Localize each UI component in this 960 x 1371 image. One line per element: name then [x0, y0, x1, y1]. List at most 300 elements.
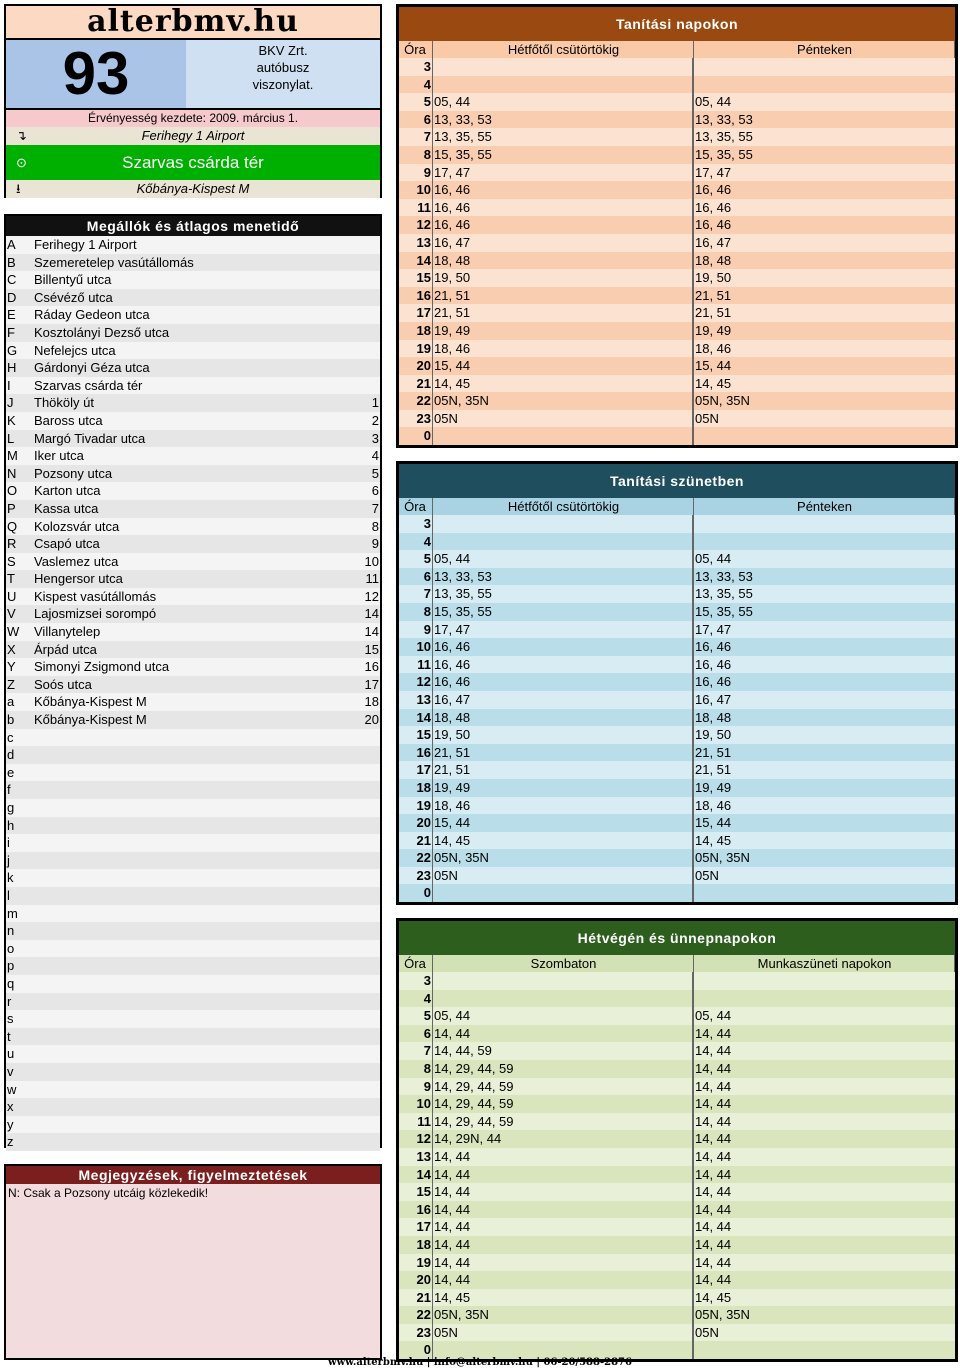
stop-time [340, 817, 380, 835]
timetable-row [399, 656, 955, 674]
stop-time: 3 [371, 430, 379, 446]
hour-cell: 6 [399, 111, 433, 129]
minutes-cell: 15, 44 [695, 815, 732, 831]
timetable-row [399, 1236, 955, 1254]
minutes-cell: 14, 44 [433, 1025, 694, 1043]
timetable-column-header [399, 955, 955, 972]
stop-time [340, 799, 380, 817]
column-label: Pénteken [694, 41, 955, 58]
stop-time: 7 [371, 500, 379, 516]
minutes-cell: 05N [695, 867, 719, 883]
minutes-cell: 16, 46 [433, 673, 694, 691]
minutes-cell: 19, 49 [695, 322, 732, 338]
minutes-cell: 16, 46 [695, 217, 732, 233]
operator-line: BKV Zrt. [258, 43, 308, 58]
stop-row [6, 887, 380, 905]
minutes-cell: 15, 35, 55 [695, 146, 753, 162]
timetable-row [399, 375, 955, 393]
stop-row [6, 605, 380, 623]
minutes-cell: 14, 45 [433, 1289, 694, 1307]
minutes-cell: 16, 47 [433, 234, 694, 252]
column-label: Óra [399, 955, 433, 972]
hour-cell: 4 [399, 533, 433, 551]
minutes-cell: 21, 51 [695, 305, 732, 321]
stop-time [340, 1010, 380, 1028]
stop-letter: o [7, 940, 15, 956]
timetable-row [399, 814, 955, 832]
minutes-cell: 14, 44 [695, 1254, 732, 1270]
stop-name [34, 764, 340, 782]
stop-letter: e [7, 764, 15, 780]
timetable-column-header [399, 41, 955, 58]
minutes-cell [433, 58, 694, 76]
hour-cell: 22 [399, 849, 433, 867]
minutes-cell: 21, 51 [695, 762, 732, 778]
stop-name [34, 834, 340, 852]
stop-row [6, 834, 380, 852]
minutes-cell: 05, 44 [433, 550, 694, 568]
hour-cell: 18 [399, 1236, 433, 1254]
stop-name: Kolozsvár utca [34, 518, 120, 534]
stop-time: 14 [364, 624, 379, 640]
stop-name: Kassa utca [34, 500, 99, 516]
stop-name: Hengersor utca [34, 571, 123, 587]
stop-name: Villanytelep [34, 624, 101, 640]
minutes-cell: 14, 44 [695, 1236, 732, 1252]
minutes-cell: 05, 44 [695, 1008, 732, 1024]
stop-row [6, 465, 380, 483]
stop-time [340, 289, 380, 307]
stop-time: 20 [364, 712, 379, 728]
hour-cell: 20 [399, 814, 433, 832]
timetable-row [399, 322, 955, 340]
stop-row [6, 1081, 380, 1099]
minutes-cell: 17, 47 [695, 621, 732, 637]
stop-letter: L [7, 430, 15, 446]
hour-cell: 7 [399, 128, 433, 146]
column-label: Pénteken [694, 498, 955, 515]
minutes-cell: 19, 49 [695, 779, 732, 795]
stop-row [6, 1028, 380, 1046]
stop-time [340, 1028, 380, 1046]
stop-name: Kőbánya-Kispest M [34, 712, 147, 728]
hour-cell: 4 [399, 76, 433, 94]
stop-letter: N [7, 465, 17, 481]
minutes-cell: 15, 44 [433, 814, 694, 832]
timetable-title: Tanítási szünetben [399, 464, 955, 498]
hour-cell: 19 [399, 340, 433, 358]
stop-time [340, 1098, 380, 1116]
hour-cell: 17 [399, 761, 433, 779]
timetable-row [399, 1254, 955, 1272]
stop-name [34, 799, 340, 817]
down-arrow-icon: ⭳ [16, 181, 21, 196]
minutes-cell: 14, 44 [695, 1078, 732, 1094]
minutes-cell: 19, 50 [433, 269, 694, 287]
hour-cell: 23 [399, 1324, 433, 1342]
stop-row [6, 535, 380, 553]
stop-name: Csapó utca [34, 536, 100, 552]
minutes-cell: 14, 44 [695, 1043, 732, 1059]
stop-letter: p [7, 958, 15, 974]
stop-letter: B [7, 254, 16, 270]
minutes-cell: 14, 44, 59 [433, 1042, 694, 1060]
hour-cell: 23 [399, 867, 433, 885]
stop-row [6, 764, 380, 782]
stop-row [6, 993, 380, 1011]
minutes-cell: 15, 35, 55 [433, 146, 694, 164]
stop-name [34, 746, 340, 764]
stop-row [6, 306, 380, 324]
stop-row [6, 518, 380, 536]
stop-row [6, 781, 380, 799]
stop-letter: M [7, 448, 18, 464]
timetable-row [399, 884, 955, 902]
stop-time [340, 905, 380, 923]
column-label: Óra [399, 498, 433, 515]
timetable-row [399, 849, 955, 867]
minutes-cell: 18, 46 [695, 797, 732, 813]
timetable-row [399, 93, 955, 111]
minutes-cell: 16, 46 [433, 216, 694, 234]
hour-cell: 7 [399, 585, 433, 603]
timetable-row [399, 1218, 955, 1236]
stop-letter: y [7, 1116, 14, 1132]
stop-row [6, 869, 380, 887]
minutes-cell: 14, 44 [433, 1166, 694, 1184]
stop-time [340, 869, 380, 887]
stop-name [34, 1010, 340, 1028]
operator-info [186, 40, 380, 108]
timetable-row [399, 181, 955, 199]
minutes-cell: 14, 44 [695, 1219, 732, 1235]
timetable-row [399, 427, 955, 445]
minutes-cell: 16, 47 [695, 691, 732, 707]
minutes-cell [433, 76, 694, 94]
stop-letter: k [7, 870, 14, 886]
minutes-cell: 05, 44 [433, 93, 694, 111]
stop-row [6, 658, 380, 676]
stop-name: Vaslemez utca [34, 553, 119, 569]
stop-name [34, 1028, 340, 1046]
hour-cell: 8 [399, 603, 433, 621]
timetable-row [399, 1306, 955, 1324]
stop-row [6, 623, 380, 641]
minutes-cell: 15, 35, 55 [433, 603, 694, 621]
column-label: Óra [399, 41, 433, 58]
stop-time: 4 [371, 448, 379, 464]
minutes-cell: 17, 47 [695, 164, 732, 180]
hour-cell: 21 [399, 1289, 433, 1307]
timetable-weekend [396, 918, 958, 1362]
stop-name [34, 869, 340, 887]
minutes-cell: 14, 29, 44, 59 [433, 1078, 694, 1096]
timetable-row [399, 1271, 955, 1289]
minutes-cell: 15, 44 [433, 357, 694, 375]
stop-name [34, 1098, 340, 1116]
stop-time [340, 342, 380, 360]
minutes-cell: 18, 46 [695, 340, 732, 356]
hour-cell: 0 [399, 884, 433, 902]
hour-cell: 10 [399, 1095, 433, 1113]
stop-time [340, 377, 380, 395]
stop-row [6, 254, 380, 272]
stop-letter: X [7, 641, 16, 657]
column-label: Hétfőtől csütörtökig [433, 41, 694, 58]
minutes-cell: 05N [433, 410, 694, 428]
stop-time: 14 [364, 606, 379, 622]
stop-time [340, 975, 380, 993]
minutes-cell: 14, 44 [433, 1236, 694, 1254]
stop-letter: w [7, 1081, 17, 1097]
timetable-row [399, 164, 955, 182]
hour-cell: 17 [399, 304, 433, 322]
stop-name: Thököly út [34, 395, 94, 411]
timetable-school-days [396, 4, 958, 448]
stop-time [340, 729, 380, 747]
stop-name: Soós utca [34, 676, 92, 692]
hour-cell: 15 [399, 269, 433, 287]
timetable-row [399, 128, 955, 146]
stop-letter: n [7, 923, 15, 939]
minutes-cell: 16, 47 [433, 691, 694, 709]
stop-letter: V [7, 606, 16, 622]
minutes-cell [433, 990, 694, 1008]
minutes-cell: 21, 51 [695, 744, 732, 760]
minutes-cell: 13, 35, 55 [433, 585, 694, 603]
minutes-cell: 13, 35, 55 [695, 129, 753, 145]
minutes-cell: 13, 33, 53 [433, 111, 694, 129]
minutes-cell: 14, 44 [433, 1148, 694, 1166]
hour-cell: 10 [399, 638, 433, 656]
minutes-cell: 14, 45 [433, 375, 694, 393]
stop-row [6, 236, 380, 254]
minutes-cell: 14, 44 [433, 1254, 694, 1272]
hour-cell: 12 [399, 1130, 433, 1148]
column-label: Munkaszüneti napokon [694, 955, 955, 972]
hour-cell: 13 [399, 234, 433, 252]
minutes-cell [433, 972, 694, 990]
stop-name: Pozsony utca [34, 465, 113, 481]
stop-letter: H [7, 360, 17, 376]
minutes-cell [694, 76, 955, 94]
timetable-row [399, 1289, 955, 1307]
minutes-cell: 05N, 35N [433, 849, 694, 867]
hour-cell: 16 [399, 744, 433, 762]
stop-letter: D [7, 289, 17, 305]
stop-letter: s [7, 1011, 14, 1027]
hour-cell: 6 [399, 568, 433, 586]
stop-time [340, 1133, 380, 1151]
timetable-row [399, 1060, 955, 1078]
minutes-cell [694, 533, 955, 551]
minutes-cell: 14, 45 [433, 832, 694, 850]
hour-cell: 19 [399, 797, 433, 815]
timetable-row [399, 340, 955, 358]
minutes-cell: 13, 33, 53 [433, 568, 694, 586]
minutes-cell: 13, 35, 55 [695, 586, 753, 602]
stop-name [34, 1081, 340, 1099]
minutes-cell [694, 990, 955, 1008]
timetable-row [399, 146, 955, 164]
stop-row [6, 588, 380, 606]
minutes-cell: 16, 46 [695, 656, 732, 672]
hour-cell: 9 [399, 1078, 433, 1096]
minutes-cell: 18, 48 [433, 709, 694, 727]
timetable-title: Tanítási napokon [399, 7, 955, 41]
stop-name: Kispest vasútállomás [34, 588, 157, 604]
stop-letter: r [7, 993, 12, 1009]
timetable-row [399, 515, 955, 533]
timetable-row [399, 972, 955, 990]
minutes-cell [694, 427, 955, 445]
minutes-cell: 14, 44 [433, 1271, 694, 1289]
hour-cell: 5 [399, 93, 433, 111]
stop-name: Árpád utca [34, 641, 97, 657]
stop-row [6, 447, 380, 465]
timetable-row [399, 1078, 955, 1096]
timetable-row [399, 568, 955, 586]
operator-line: viszonylat. [252, 77, 314, 92]
stop-time [340, 1116, 380, 1134]
hour-cell: 14 [399, 1166, 433, 1184]
minutes-cell: 14, 44 [695, 1148, 732, 1164]
minutes-cell [433, 427, 694, 445]
hour-cell: 6 [399, 1025, 433, 1043]
stop-name: Kőbánya-Kispest M [34, 694, 147, 710]
hour-cell: 8 [399, 146, 433, 164]
footer-contact: www.alterbmv.hu | info@alterbmv.hu | 06-20/588-2876 [328, 1357, 632, 1368]
target-icon: ⊙ [16, 155, 27, 170]
stop-name: Margó Tivadar utca [34, 430, 146, 446]
notes-text: N: Csak a Pozsony utcáig közlekedik! [8, 1186, 209, 1200]
timetable-row [399, 199, 955, 217]
minutes-cell: 19, 49 [433, 779, 694, 797]
timetable-row [399, 990, 955, 1008]
stop-time [340, 764, 380, 782]
hour-cell: 18 [399, 779, 433, 797]
stop-letter: J [7, 395, 14, 411]
stop-time [340, 359, 380, 377]
timetable-row [399, 603, 955, 621]
minutes-cell: 18, 48 [695, 252, 732, 268]
minutes-cell: 18, 48 [433, 252, 694, 270]
timetable-row [399, 1166, 955, 1184]
minutes-cell: 21, 51 [433, 761, 694, 779]
stop-row [6, 1098, 380, 1116]
timetable-row [399, 76, 955, 94]
stop-row [6, 852, 380, 870]
stop-letter: Y [7, 659, 16, 675]
minutes-cell: 05N [695, 1324, 719, 1340]
hour-cell: 11 [399, 199, 433, 217]
minutes-cell: 14, 44 [695, 1113, 732, 1129]
stop-row [6, 394, 380, 412]
stop-name [34, 1116, 340, 1134]
minutes-cell: 17, 47 [433, 164, 694, 182]
stop-row [6, 799, 380, 817]
hour-cell: 16 [399, 1201, 433, 1219]
stop-row [6, 746, 380, 764]
timetable-row [399, 621, 955, 639]
stop-time [340, 922, 380, 940]
hour-cell: 21 [399, 375, 433, 393]
stop-time [340, 1045, 380, 1063]
timetable-row [399, 533, 955, 551]
from-stop-label: Ferihegy 1 Airport [141, 128, 245, 143]
minutes-cell: 05N [433, 867, 694, 885]
timetable-row [399, 867, 955, 885]
stop-letter: c [7, 729, 14, 745]
hour-cell: 12 [399, 216, 433, 234]
minutes-cell: 18, 48 [695, 709, 732, 725]
stop-name [34, 887, 340, 905]
operator-line: autóbusz [256, 60, 310, 75]
minutes-cell: 15, 44 [695, 358, 732, 374]
stop-letter: m [7, 905, 18, 921]
stop-letter: P [7, 500, 16, 516]
timetable-row [399, 744, 955, 762]
stop-row [6, 1063, 380, 1081]
stop-letter: O [7, 483, 18, 499]
timetable-row [399, 1025, 955, 1043]
stop-name [34, 940, 340, 958]
minutes-cell: 16, 46 [433, 638, 694, 656]
stop-letter: E [7, 307, 16, 323]
minutes-cell [694, 884, 955, 902]
minutes-cell: 14, 29, 44, 59 [433, 1113, 694, 1131]
stop-name: Szemeretelep vasútállomás [34, 254, 194, 270]
hour-cell: 9 [399, 621, 433, 639]
hour-cell: 14 [399, 709, 433, 727]
stop-name: Nefelejcs utca [34, 342, 116, 358]
stop-row [6, 729, 380, 747]
stop-row [6, 711, 380, 729]
stop-row [6, 957, 380, 975]
stop-letter: T [7, 571, 15, 587]
stop-letter: j [7, 852, 10, 868]
stop-letter: A [7, 237, 16, 252]
stop-time [340, 1063, 380, 1081]
hour-cell: 5 [399, 1007, 433, 1025]
hour-cell: 16 [399, 287, 433, 305]
hour-cell: 13 [399, 1148, 433, 1166]
stop-letter: Z [7, 676, 15, 692]
stop-row [6, 553, 380, 571]
hour-cell: 18 [399, 322, 433, 340]
stop-time: 11 [365, 571, 379, 587]
stop-time [340, 993, 380, 1011]
minutes-cell: 05, 44 [695, 551, 732, 567]
stop-time: 16 [364, 659, 379, 675]
stop-time: 9 [371, 536, 379, 552]
stop-time [340, 957, 380, 975]
stop-name [34, 1133, 340, 1151]
hour-cell: 13 [399, 691, 433, 709]
stop-name [34, 922, 340, 940]
timetable-row [399, 691, 955, 709]
stop-time [340, 271, 380, 289]
hour-cell: 0 [399, 427, 433, 445]
stop-time: 15 [364, 641, 379, 657]
stop-letter: R [7, 536, 17, 552]
stop-time [340, 1081, 380, 1099]
minutes-cell [694, 58, 955, 76]
stop-row [6, 940, 380, 958]
minutes-cell: 14, 44 [695, 1025, 732, 1041]
timetable-row [399, 832, 955, 850]
stop-letter: t [7, 1028, 11, 1044]
